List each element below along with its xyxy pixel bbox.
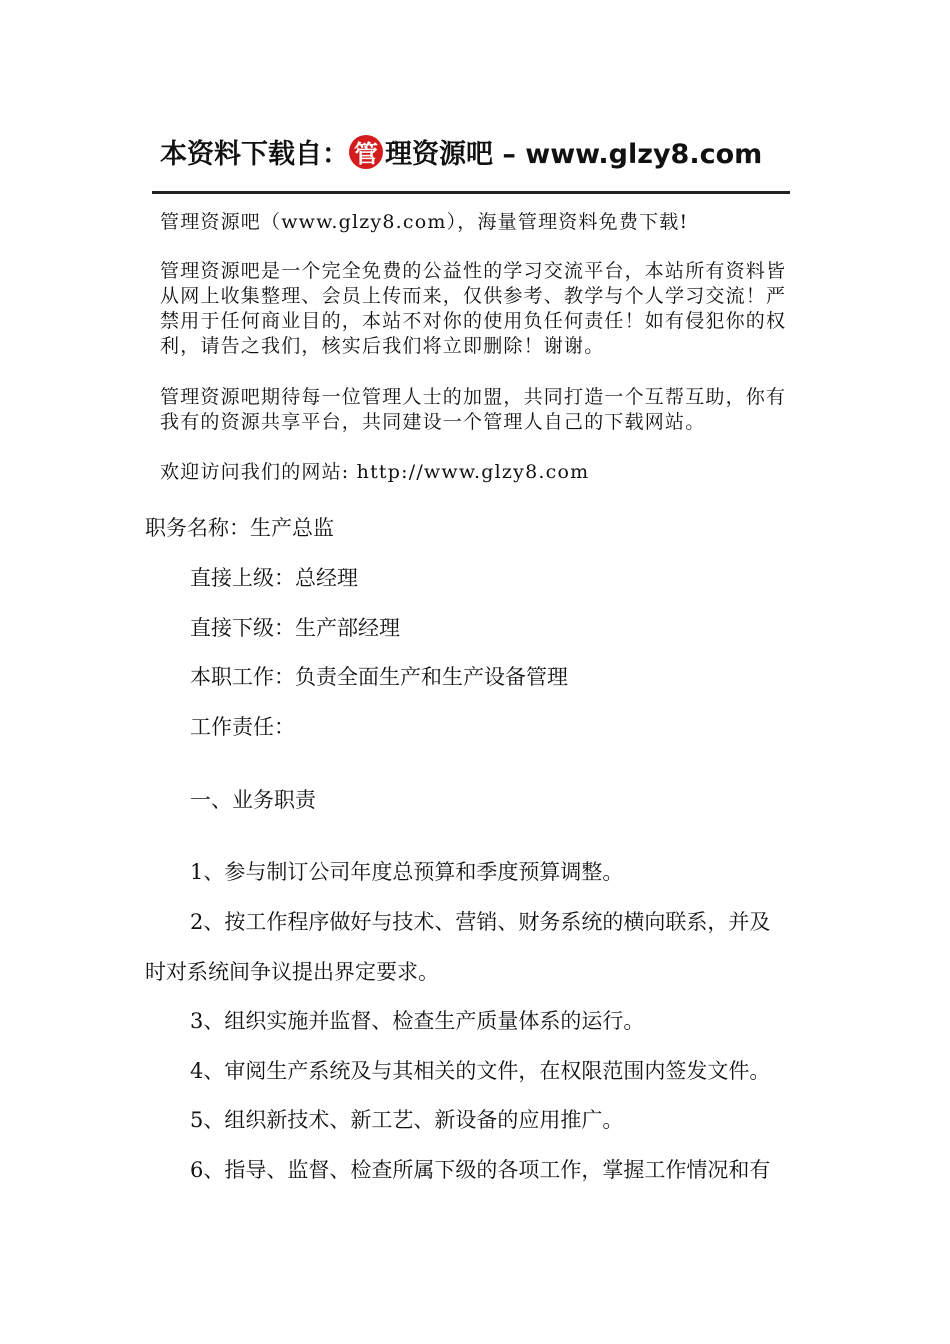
direct-superior: 直接上级：总经理 bbox=[190, 566, 358, 590]
list-item-2b: 时对系统间争议提出界定要求。 bbox=[145, 960, 439, 984]
section-heading-1: 一、业务职责 bbox=[190, 788, 316, 812]
direct-subordinate: 直接下级：生产部经理 bbox=[190, 616, 400, 640]
list-item-5: 5、组织新技术、新工艺、新设备的应用推广。 bbox=[190, 1108, 624, 1132]
banner-divider bbox=[152, 191, 790, 194]
list-item-6: 6、指导、监督、检查所属下级的各项工作，掌握工作情况和有 bbox=[190, 1158, 771, 1182]
notice-paragraph-3: 管理资源吧期待每一位管理人士的加盟，共同打造一个互帮互助，你有我有的资源共享平台，共同建设一个管理人自己的下载网站。 bbox=[160, 386, 787, 433]
notice-line-1: 管理资源吧（www.glzy8.com），海量管理资料免费下载! bbox=[160, 211, 689, 233]
banner-prefix: 本资料下载自： bbox=[160, 139, 349, 170]
notice-website: 欢迎访问我们的网站: http://www.glzy8.com bbox=[160, 461, 590, 483]
job-title: 职务名称：生产总监 bbox=[145, 516, 334, 540]
notice-paragraph-2: 管理资源吧是一个完全免费的公益性的学习交流平台，本站所有资料皆从网上收集整理、会员上传而来，仅供参考、教学与个人学习交流！严禁用于任何商业目的，本站不对你的使用负任何责任！如有侵犯你的权利，请告之我们，核实后我们将立即删除！谢谢。 bbox=[160, 260, 787, 357]
list-item-3: 3、组织实施并监督、检查生产质量体系的运行。 bbox=[190, 1009, 645, 1033]
work-responsibility: 工作责任： bbox=[190, 715, 295, 739]
main-work: 本职工作：负责全面生产和生产设备管理 bbox=[190, 665, 568, 689]
banner-brand: 理资源吧 – www.glzy8.com bbox=[385, 139, 763, 170]
list-item-1: 1、参与制订公司年度总预算和季度预算调整。 bbox=[190, 860, 624, 884]
download-banner bbox=[160, 132, 762, 171]
list-item-4: 4、审阅生产系统及与其相关的文件，在权限范围内签发文件。 bbox=[190, 1059, 771, 1083]
list-item-2a: 2、按工作程序做好与技术、营销、财务系统的横向联系，并及 bbox=[190, 910, 771, 934]
site-logo-icon: 管 bbox=[349, 135, 383, 169]
